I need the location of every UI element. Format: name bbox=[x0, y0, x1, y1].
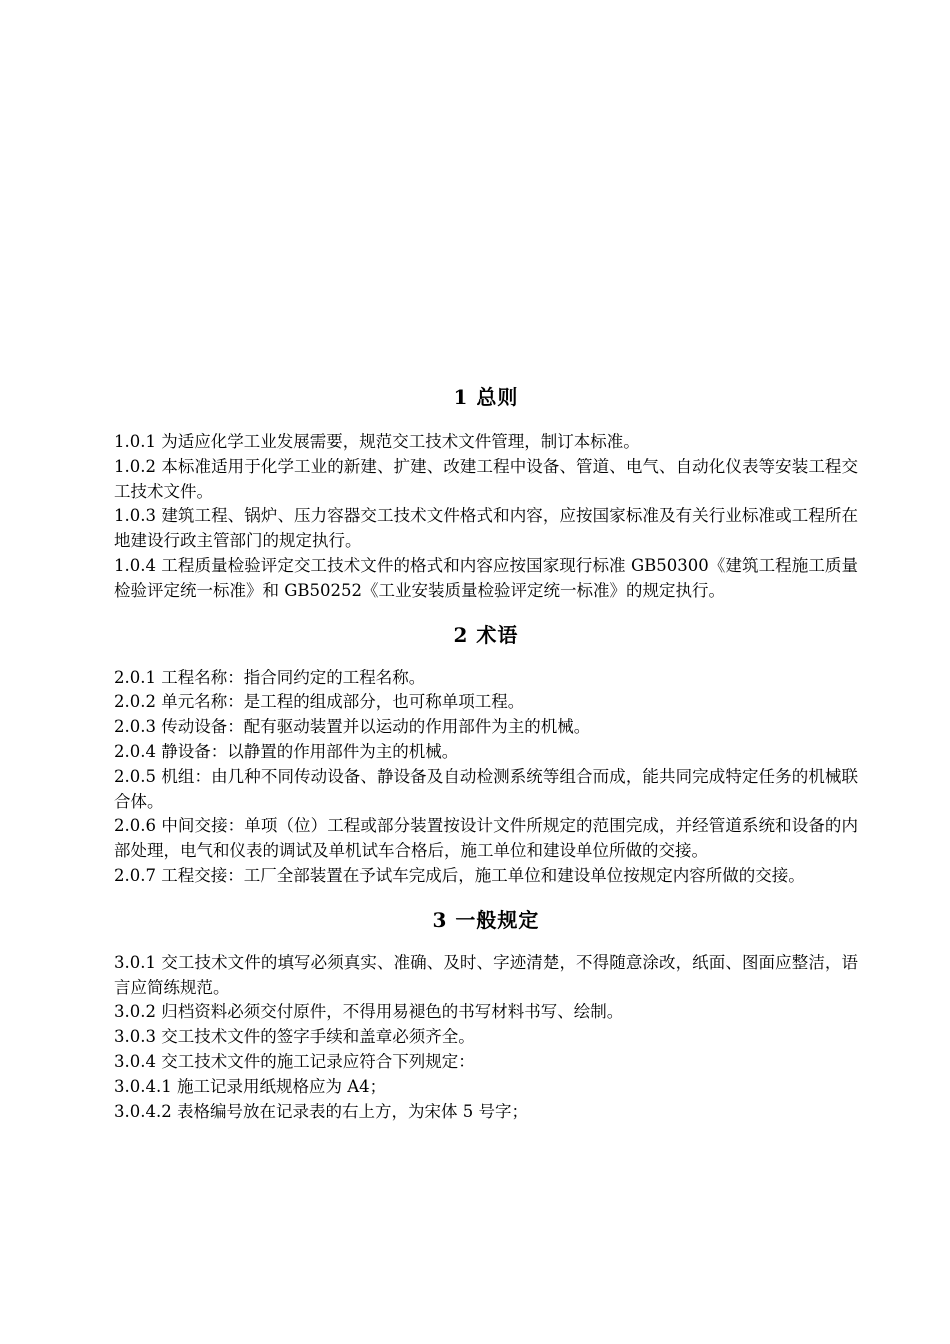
clause-3-0-4-2: 3.0.4.2 表格编号放在记录表的右上方，为宋体 5 号字； bbox=[114, 1101, 528, 1121]
clause-2-0-7: 2.0.7 工程交接：工厂全部装置在予试车完成后，施工单位和建设单位按规定内容所做的交接。 bbox=[114, 865, 805, 885]
clause-2-0-5: 2.0.5 机组：由几种不同传动设备、静设备及自动检测系统等组合而成，能共同完成特定任务的机械联合体。 bbox=[114, 766, 858, 811]
clause-3-0-2: 3.0.2 归档资料必须交付原件，不得用易褪色的书写材料书写、绘制。 bbox=[114, 1002, 624, 1022]
clause-1-0-4: 1.0.4 工程质量检验评定交工技术文件的格式和内容应按国家现行标准 GB50300《建筑工程施工质量检验评定统一标准》和 GB50252《工业安装质量检验评定统一标准》的规定执行。 bbox=[114, 555, 858, 600]
clause-2-0-2: 2.0.2 单元名称：是工程的组成部分，也可称单项工程。 bbox=[114, 692, 525, 712]
clause-3-0-4: 3.0.4 交工技术文件的施工记录应符合下列规定： bbox=[114, 1051, 475, 1071]
clause-1-0-3: 1.0.3 建筑工程、锅炉、压力容器交工技术文件格式和内容，应按国家标准及有关行业标准或工程所在地建设行政主管部门的规定执行。 bbox=[114, 506, 858, 551]
clause-2-0-1: 2.0.1 工程名称：指合同约定的工程名称。 bbox=[114, 667, 426, 687]
clause-1-0-2: 1.0.2 本标准适用于化学工业的新建、扩建、改建工程中设备、管道、电气、自动化仪表等安装工程交工技术文件。 bbox=[114, 456, 858, 501]
clause-1-0-1: 1.0.1 为适应化学工业发展需要，规范交工技术文件管理，制订本标准。 bbox=[114, 432, 640, 451]
section-title-terms: 2 术语 bbox=[453, 622, 519, 647]
clause-2-0-3: 2.0.3 传动设备：配有驱动装置并以运动的作用部件为主的机械。 bbox=[114, 717, 591, 737]
clause-2-0-6: 2.0.6 中间交接：单项（位）工程或部分装置按设计文件所规定的范围完成，并经管道系统和设备的内部处理，电气和仪表的调试及单机试车合格后，施工单位和建设单位所做的交接。 bbox=[114, 816, 858, 861]
clause-3-0-3: 3.0.3 交工技术文件的签字手续和盖章必须齐全。 bbox=[114, 1027, 475, 1047]
section-title-general: 1 总则 bbox=[453, 385, 519, 409]
clause-3-0-1: 3.0.1 交工技术文件的填写必须真实、准确、及时、字迹清楚，不得随意涂改，纸面、图面应整洁，语言应简练规范。 bbox=[114, 952, 858, 997]
clause-2-0-4: 2.0.4 静设备：以静置的作用部件为主的机械。 bbox=[114, 741, 459, 761]
section-title-general-provisions: 3 一般规定 bbox=[432, 907, 540, 932]
clause-3-0-4-1: 3.0.4.1 施工记录用纸规格应为 A4； bbox=[114, 1076, 387, 1096]
document-body bbox=[114, 380, 858, 1124]
